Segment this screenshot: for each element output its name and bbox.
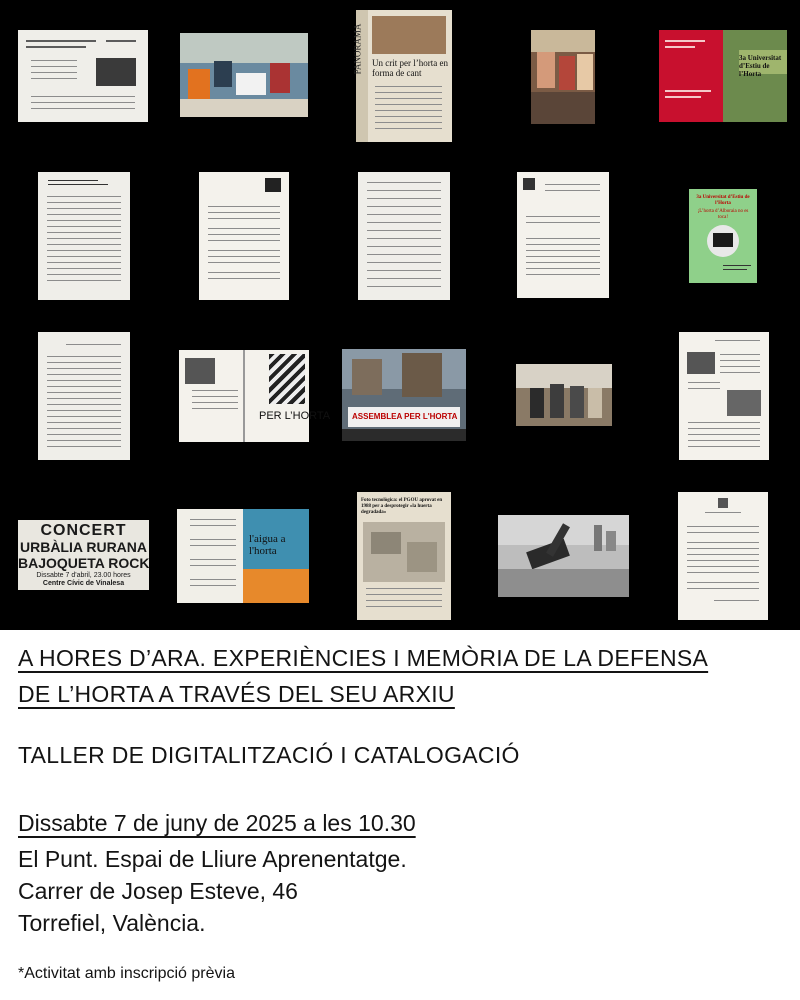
- archive-university-poster-red: [659, 30, 787, 122]
- university-poster-body-green: ¡L’horta d’Alboraia no es toca!: [697, 209, 749, 220]
- archive-bulletin-page: [679, 332, 769, 460]
- archive-council-letter: [678, 492, 768, 620]
- event-venue: El Punt. Espai de Lliure Aprenentatge.: [18, 846, 407, 872]
- newspaper-masthead: PANORAMA: [352, 23, 363, 75]
- archive-typed-list: [358, 172, 450, 300]
- archive-doc-thumb-1: [18, 30, 148, 122]
- archive-typed-letter-2: [38, 332, 130, 460]
- title-line-2: DE L’HORTA A TRAVÉS DEL SEU ARXIU: [18, 681, 455, 707]
- archive-photo-group: [516, 364, 612, 426]
- archive-letter-logo: [199, 172, 289, 300]
- event-city: Torrefiel, València.: [18, 910, 206, 936]
- aigua-poster-title: l'aigua a l'horta: [249, 533, 286, 557]
- pgou-headline: Foto tecnològica: el PGOU aprovat en 1988 per a desprotegir «la huerta degradada»: [361, 498, 443, 515]
- archive-booklet-spread: [179, 350, 331, 442]
- concert-poster-line2: URBÀLIA RURANA: [19, 539, 148, 555]
- subtitle: TALLER DE DIGITALITZACIÓ I CATALOGACIÓ: [18, 742, 520, 768]
- archive-photo-assembly: [180, 33, 308, 117]
- protest-banner-text: ASSEMBLEA PER L'HORTA: [352, 412, 458, 421]
- archive-photo-excavator: [498, 515, 629, 597]
- archive-university-poster-green: [689, 189, 757, 283]
- event-date: Dissabte 7 de juny de 2025 a les 10.30: [18, 810, 416, 836]
- university-poster-title-red: 3a Universitat d’Estiu de l’Horta: [739, 54, 782, 78]
- event-street: Carrer de Josep Esteve, 46: [18, 878, 298, 904]
- archive-photo-women: [531, 30, 595, 124]
- registration-note: *Activitat amb inscripció prèvia: [18, 965, 235, 982]
- archive-photo-protest: [342, 349, 466, 441]
- concert-poster-line1: CONCERT: [40, 522, 127, 539]
- archive-aigua-poster: [177, 509, 309, 603]
- title-line-1: A HORES D’ARA. EXPERIÈNCIES I MEMÒRIA DE LA DEFENSA: [18, 645, 709, 671]
- archive-pgou-newspaper: [357, 492, 451, 620]
- concert-poster-line4: Dissabte 7 d'abril, 23.00 hores: [36, 572, 131, 579]
- page-title: [18, 640, 708, 712]
- archive-concert-poster: [18, 520, 149, 590]
- archive-typed-letter-1: [38, 172, 130, 300]
- archive-official-letter: [517, 172, 609, 298]
- university-poster-title-green: 3a Universitat d’Estiu de l’Horta: [696, 195, 750, 206]
- newspaper-headline: Un crit per l’horta en forma de cant: [372, 58, 448, 78]
- archive-newspaper-clipping: [352, 10, 452, 142]
- booklet-heading: PER L’HORTA: [259, 410, 331, 422]
- concert-poster-line5: Centre Cívic de Vinalesa: [42, 580, 125, 587]
- concert-poster-line3: BAJOQUETA ROCK: [18, 555, 150, 571]
